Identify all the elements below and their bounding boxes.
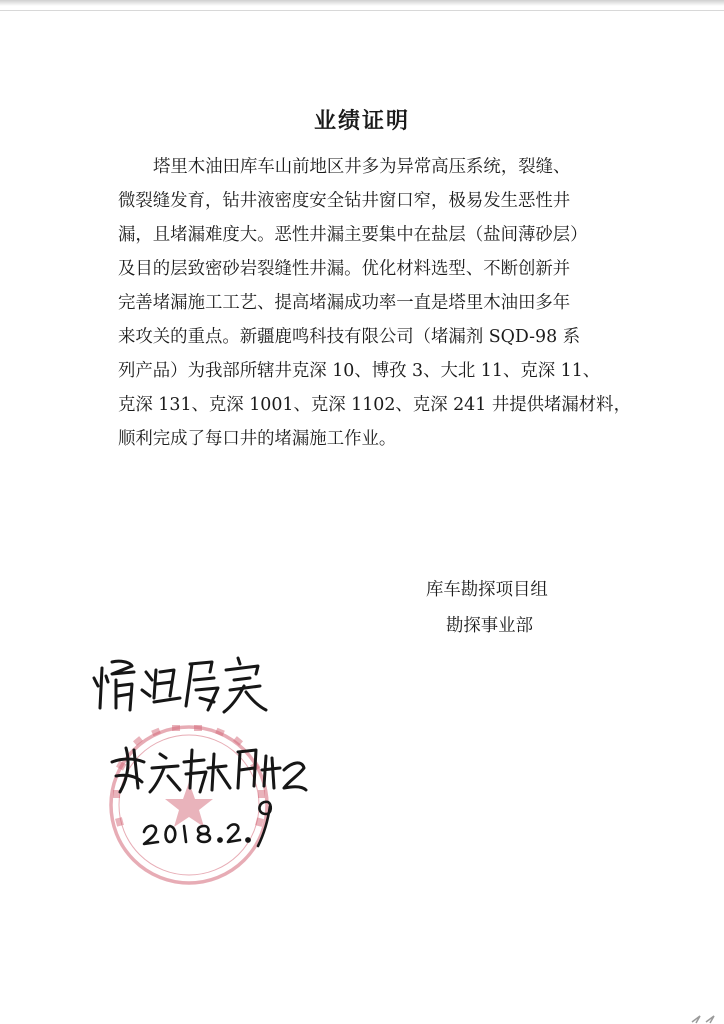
issuer-department: 勘探事业部: [446, 616, 533, 636]
body-line: 来攻关的重点。新疆鹿鸣科技有限公司（堵漏剂 SQD-98 系: [118, 327, 581, 347]
scan-edge-line: [0, 10, 724, 11]
issuer-block: [420, 572, 620, 644]
handwritten-date: [140, 790, 280, 850]
scan-corner-mark: [686, 1010, 724, 1024]
document-body: [118, 150, 631, 456]
body-line: 列产品）为我部所辖井克深 10、博孜 3、大北 11、克深 11、: [118, 361, 601, 381]
scan-top-shadow: [0, 0, 724, 6]
body-line: 顺利完成了每口井的堵漏施工作业。: [118, 429, 397, 449]
body-line: 漏，且堵漏难度大。恶性井漏主要集中在盐层（盐间薄砂层）: [118, 225, 588, 245]
issuer-group: 库车勘探项目组: [426, 580, 548, 600]
document-title: 业绩证明: [313, 108, 410, 134]
body-line: 微裂缝发育，钻井液密度安全钻井窗口窄，极易发生恶性井: [118, 191, 571, 211]
body-line: 塔里木油田库车山前地区井多为异常高压系统，裂缝、: [153, 157, 571, 177]
handwritten-remark-signature: [90, 650, 270, 720]
body-line: 及目的层致密砂岩裂缝性井漏。优化材料选型、不断创新并: [118, 259, 571, 279]
body-line: 克深 131、克深 1001、克深 1102、克深 241 井提供堵漏材料，: [118, 395, 631, 415]
body-line: 完善堵漏施工工艺、提高堵漏成功率一直是塔里木油田多年: [118, 293, 571, 313]
